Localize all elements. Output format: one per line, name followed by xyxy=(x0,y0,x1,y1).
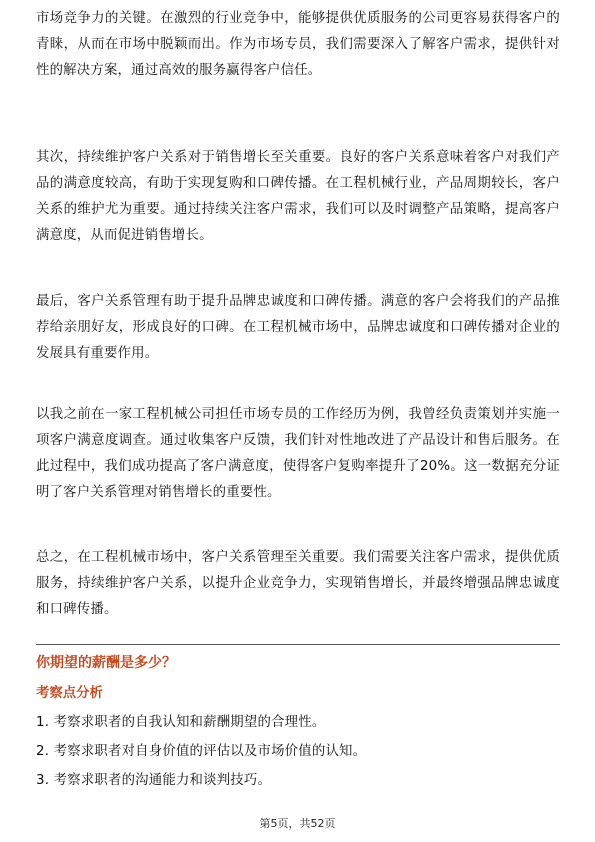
analysis-point-1: 1. 考察求职者的自我认知和薪酬期望的合理性。 xyxy=(36,715,326,730)
analysis-points xyxy=(36,708,560,795)
analysis-heading: 考察点分析 xyxy=(36,686,103,701)
analysis-point-2: 2. 考察求职者对自身价值的评估以及市场价值的认知。 xyxy=(36,744,367,759)
question-title: 你期望的薪酬是多少？ xyxy=(36,655,176,671)
paragraph-work-experience: 以我之前在一家工程机械公司担任市场专员的工作经历为例，我曾经负责策划并实施一项客户满意度调查。通过收集客户反馈，我们针对性地改进了产品设计和售后服务。在此过程中，我们成功提高了客户满意度，使得客户复购率提升了20%。这一数据充分证明了客户关系管理对销售增长的重要性。 xyxy=(36,407,560,500)
paragraph-brand-loyalty: 最后，客户关系管理有助于提升品牌忠诚度和口碑传播。满意的客户会将我们的产品推荐给亲朋好友，形成良好的口碑。在工程机械市场中，品牌忠诚度和口碑传播对企业的发展具有重要作用。 xyxy=(36,294,560,361)
paragraph-relationship-maintenance: 其次，持续维护客户关系对于销售增长至关重要。良好的客户关系意味着客户对我们产品的满意度较高，有助于实现复购和口碑传播。在工程机械行业，产品周期较长，客户关系的维护尤为重要。通过持续关注客户需求，我们可以及时调整产品策略，提高客户满意度，从而促进销售增长。 xyxy=(36,150,560,243)
analysis-point-3: 3. 考察求职者的沟通能力和谈判技巧。 xyxy=(36,773,272,788)
page-number: 第5页，共52页 xyxy=(259,817,336,830)
section-divider xyxy=(36,644,560,645)
paragraph-conclusion: 总之，在工程机械市场中，客户关系管理至关重要。我们需要关注客户需求，提供优质服务，持续维护客户关系，以提升企业竞争力，实现销售增长，并最终增强品牌忠诚度和口碑传播。 xyxy=(36,550,560,617)
paragraph-service-competitiveness: 市场竞争力的关键。在激烈的行业竞争中，能够提供优质服务的公司更容易获得客户的青睐，从而在市场中脱颖而出。作为市场专员，我们需要深入了解客户需求，提供针对性的解决方案，通过高效的服务赢得客户信任。 xyxy=(36,11,560,78)
